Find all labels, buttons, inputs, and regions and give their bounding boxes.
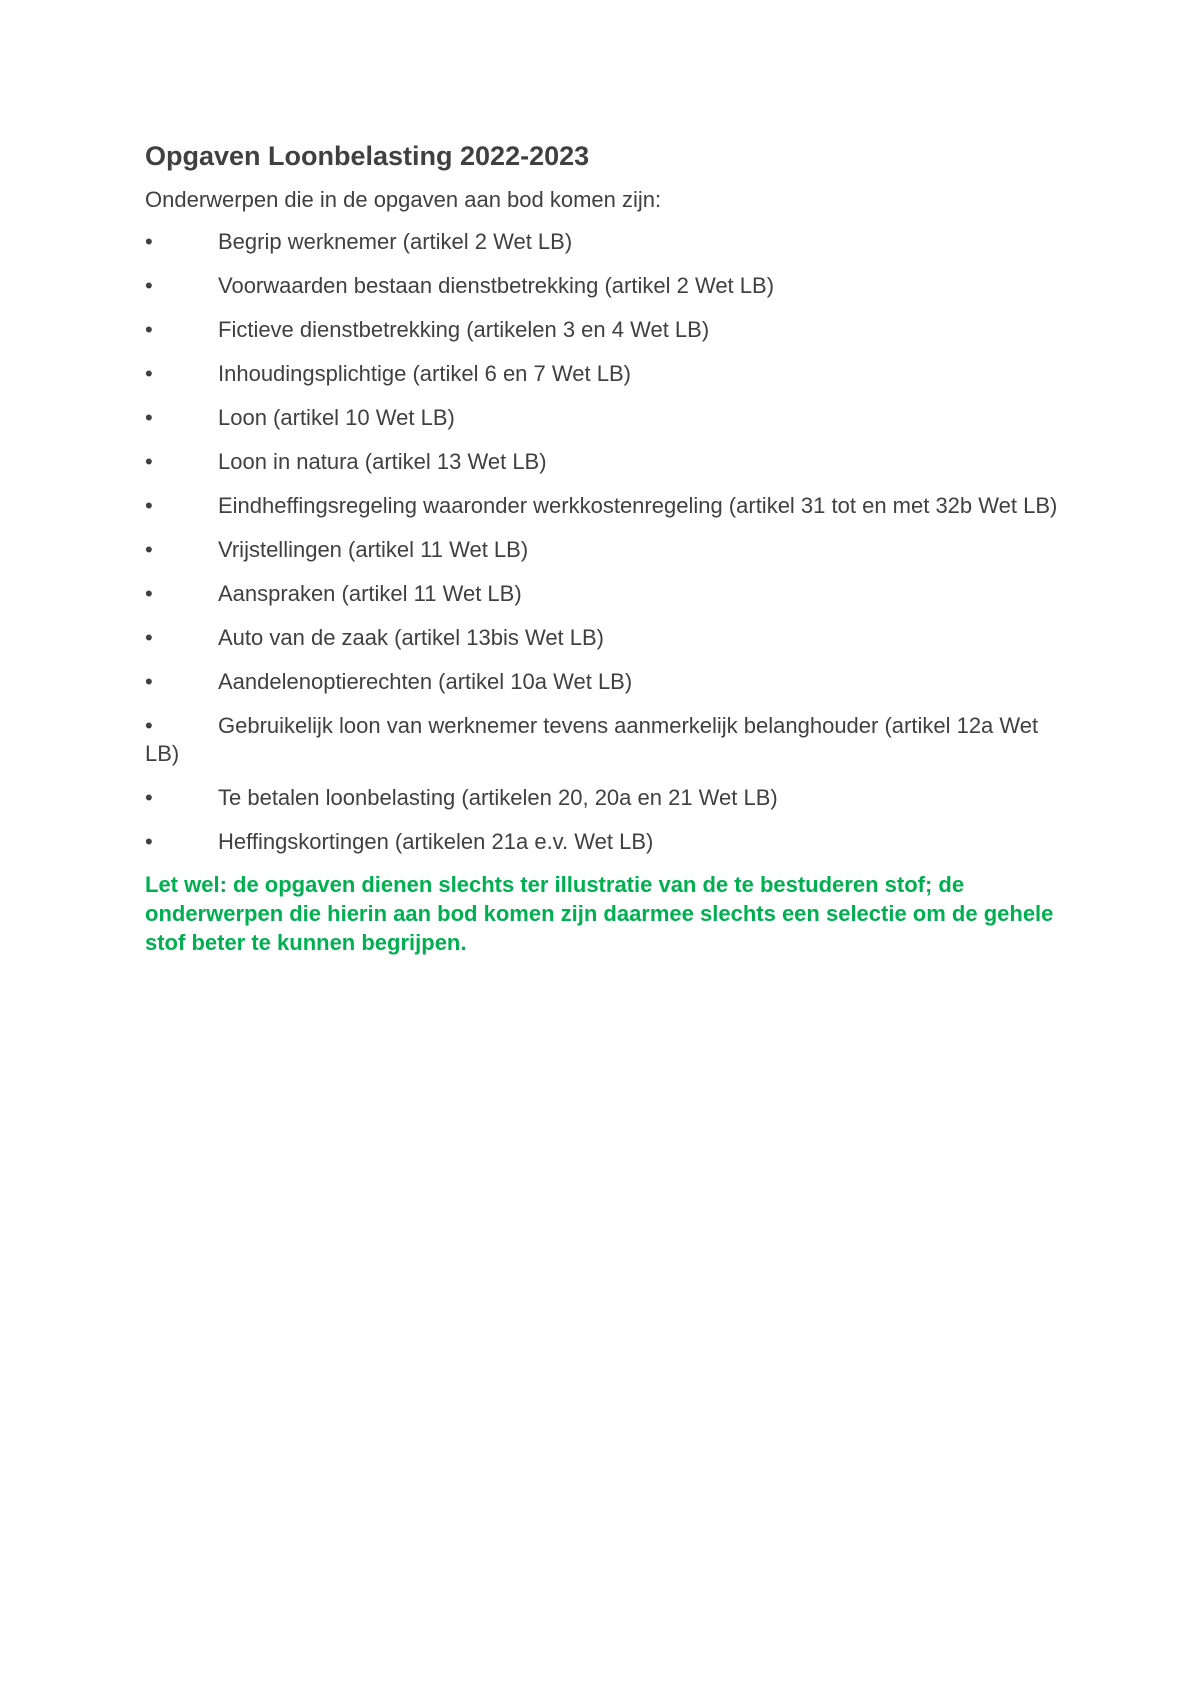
list-item	[145, 404, 1060, 432]
list-item	[145, 784, 1060, 812]
list-item	[145, 536, 1060, 564]
bullet-icon: •	[145, 712, 153, 738]
list-item	[145, 580, 1060, 608]
bullet-icon: •	[145, 668, 153, 694]
bullet-icon: •	[145, 448, 153, 474]
bullet-icon: •	[145, 784, 153, 810]
bullet-icon: •	[145, 360, 153, 386]
list-item-text: Vrijstellingen (artikel 11 Wet LB)	[218, 536, 529, 562]
list-item	[145, 316, 1060, 344]
list-item	[145, 712, 1060, 768]
list-item-text: Aanspraken (artikel 11 Wet LB)	[218, 580, 522, 606]
list-item	[145, 228, 1060, 256]
intro-text: Onderwerpen die in de opgaven aan bod komen zijn:	[145, 187, 662, 213]
document-content	[145, 140, 1060, 957]
list-item-text: Gebruikelijk loon van werknemer tevens aanmerkelijk belanghouder (artikel 12a Wet LB)	[145, 712, 1039, 766]
list-item-text: Voorwaarden bestaan dienstbetrekking (artikel 2 Wet LB)	[218, 272, 775, 298]
list-item-text: Begrip werknemer (artikel 2 Wet LB)	[218, 228, 573, 254]
bullet-icon: •	[145, 492, 153, 518]
list-item-text: Heffingskortingen (artikelen 21a e.v. Wet LB)	[218, 828, 654, 854]
bullet-icon: •	[145, 228, 153, 254]
bullet-icon: •	[145, 404, 153, 430]
bullet-icon: •	[145, 272, 153, 298]
list-item	[145, 272, 1060, 300]
list-item-text: Aandelenoptierechten (artikel 10a Wet LB)	[218, 668, 633, 694]
list-item	[145, 828, 1060, 856]
list-item-text: Loon (artikel 10 Wet LB)	[218, 404, 455, 430]
list-item-text: Inhoudingsplichtige (artikel 6 en 7 Wet LB)	[218, 360, 631, 386]
note-text: Let wel: de opgaven dienen slechts ter illustratie van de te bestuderen stof; de onderwerpen die hierin aan bod komen zijn daarmee slechts een selectie om de gehele stof beter te kunnen begrijpen.	[145, 871, 1054, 955]
list-item-text: Loon in natura (artikel 13 Wet LB)	[218, 448, 547, 474]
list-item	[145, 448, 1060, 476]
list-item-text: Auto van de zaak (artikel 13bis Wet LB)	[218, 624, 605, 650]
list-item-text: Te betalen loonbelasting (artikelen 20, 20a en 21 Wet LB)	[218, 784, 778, 810]
topic-list	[145, 228, 1060, 856]
list-item	[145, 624, 1060, 652]
bullet-icon: •	[145, 536, 153, 562]
list-item	[145, 668, 1060, 696]
list-item-text: Fictieve dienstbetrekking (artikelen 3 en 4 Wet LB)	[218, 316, 710, 342]
list-item-text: Eindheffingsregeling waaronder werkkostenregeling (artikel 31 tot en met 32b Wet LB)	[218, 492, 1058, 518]
bullet-icon: •	[145, 580, 153, 606]
bullet-icon: •	[145, 828, 153, 854]
document-title: Opgaven Loonbelasting 2022-2023	[145, 141, 590, 171]
list-item	[145, 360, 1060, 388]
bullet-icon: •	[145, 624, 153, 650]
bullet-icon: •	[145, 316, 153, 342]
list-item	[145, 492, 1060, 520]
